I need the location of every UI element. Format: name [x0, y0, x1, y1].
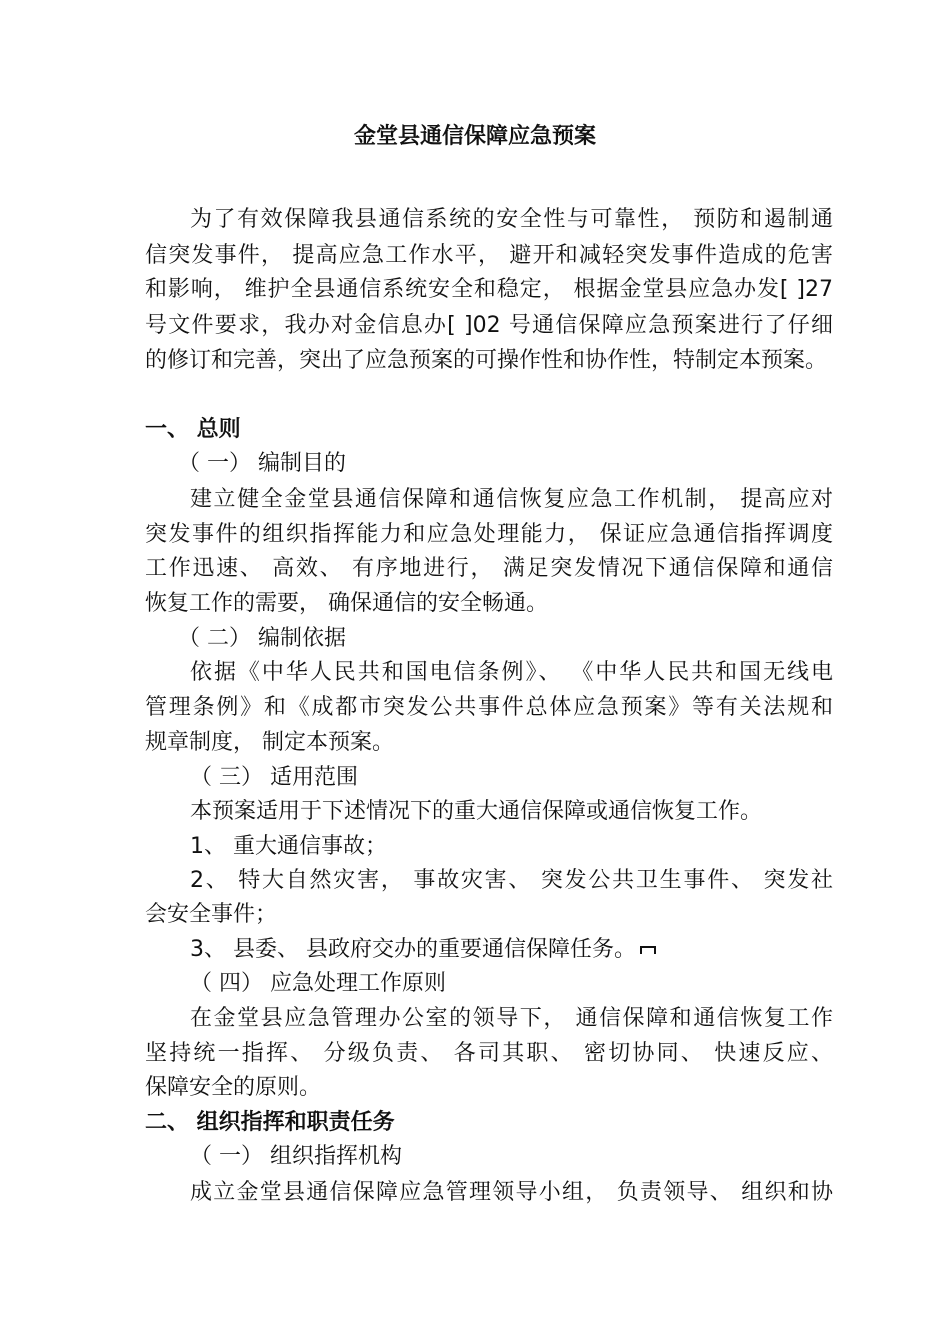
- scope-item-2-line-1: 2、 特大自然灾害， 事故灾害、 突发公共卫生事件、 突发社: [190, 868, 833, 893]
- subsection-title-command: （ 一） 组织指挥机构: [190, 1144, 402, 1169]
- purpose-line-4: 恢复工作的需要， 确保通信的安全畅通。: [145, 591, 548, 616]
- scope-item-1: 1、 重大通信事故；: [190, 834, 387, 859]
- intro-line-3: 和影响， 维护全县通信系统安全和稳定， 根据金堂县应急办发[ ]27: [145, 277, 833, 302]
- purpose-line-1: 建立健全金堂县通信保障和通信恢复应急工作机制， 提高应对: [190, 487, 833, 512]
- subsection-title-scope: （ 三） 适用范围: [190, 765, 358, 790]
- basis-line-1: 依据《中华人民共和国电信条例》、 《中华人民共和国无线电: [190, 660, 833, 685]
- intro-line-4: 号文件要求，我办对金信息办[ ]02 号通信保障应急预案进行了仔细: [145, 313, 833, 338]
- subsection-title-principles: （ 四） 应急处理工作原则: [190, 971, 446, 996]
- scope-item-2-line-2: 会安全事件；: [145, 902, 278, 927]
- scope-item-3-text: 3、 县委、 县政府交办的重要通信保障任务。: [190, 937, 636, 962]
- scope-item-3: [190, 933, 656, 967]
- scope-intro: 本预案适用于下述情况下的重大通信保障或通信恢复工作。: [190, 799, 763, 824]
- principles-line-1: 在金堂县应急管理办公室的领导下， 通信保障和通信恢复工作: [190, 1006, 833, 1031]
- principles-line-3: 保障安全的原则。: [145, 1075, 322, 1100]
- subsection-title-purpose: （ 一） 编制目的: [178, 451, 346, 476]
- section-heading-organization: 二、 组织指挥和职责任务: [145, 1110, 395, 1135]
- purpose-line-2: 突发事件的组织指挥能力和应急处理能力， 保证应急通信指挥调度: [145, 522, 833, 547]
- intro-line-5: 的修订和完善，突出了应急预案的可操作性和协作性，特制定本预案。: [145, 348, 828, 373]
- command-line-1: 成立金堂县通信保障应急管理领导小组， 负责领导、 组织和协: [190, 1180, 833, 1205]
- intro-line-2: 信突发事件， 提高应急工作水平， 避开和减轻突发事件造成的危害: [145, 243, 833, 268]
- basis-line-2: 管理条例》和《成都市突发公共事件总体应急预案》等有关法规和: [145, 695, 833, 720]
- purpose-line-3: 工作迅速、 高效、 有序地进行， 满足突发情况下通信保障和通信: [145, 556, 833, 581]
- intro-line-1: 为了有效保障我县通信系统的安全性与可靠性， 预防和遏制通: [190, 207, 833, 232]
- basis-line-3: 规章制度， 制定本预案。: [145, 730, 394, 755]
- principles-line-2: 坚持统一指挥、 分级负责、 各司其职、 密切协同、 快速反应、: [145, 1041, 833, 1066]
- page-break-mark: [640, 946, 656, 954]
- subsection-title-basis: （ 二） 编制依据: [178, 626, 346, 651]
- section-heading-general: 一、 总则: [145, 417, 241, 442]
- document-title: 金堂县通信保障应急预案: [353, 124, 596, 149]
